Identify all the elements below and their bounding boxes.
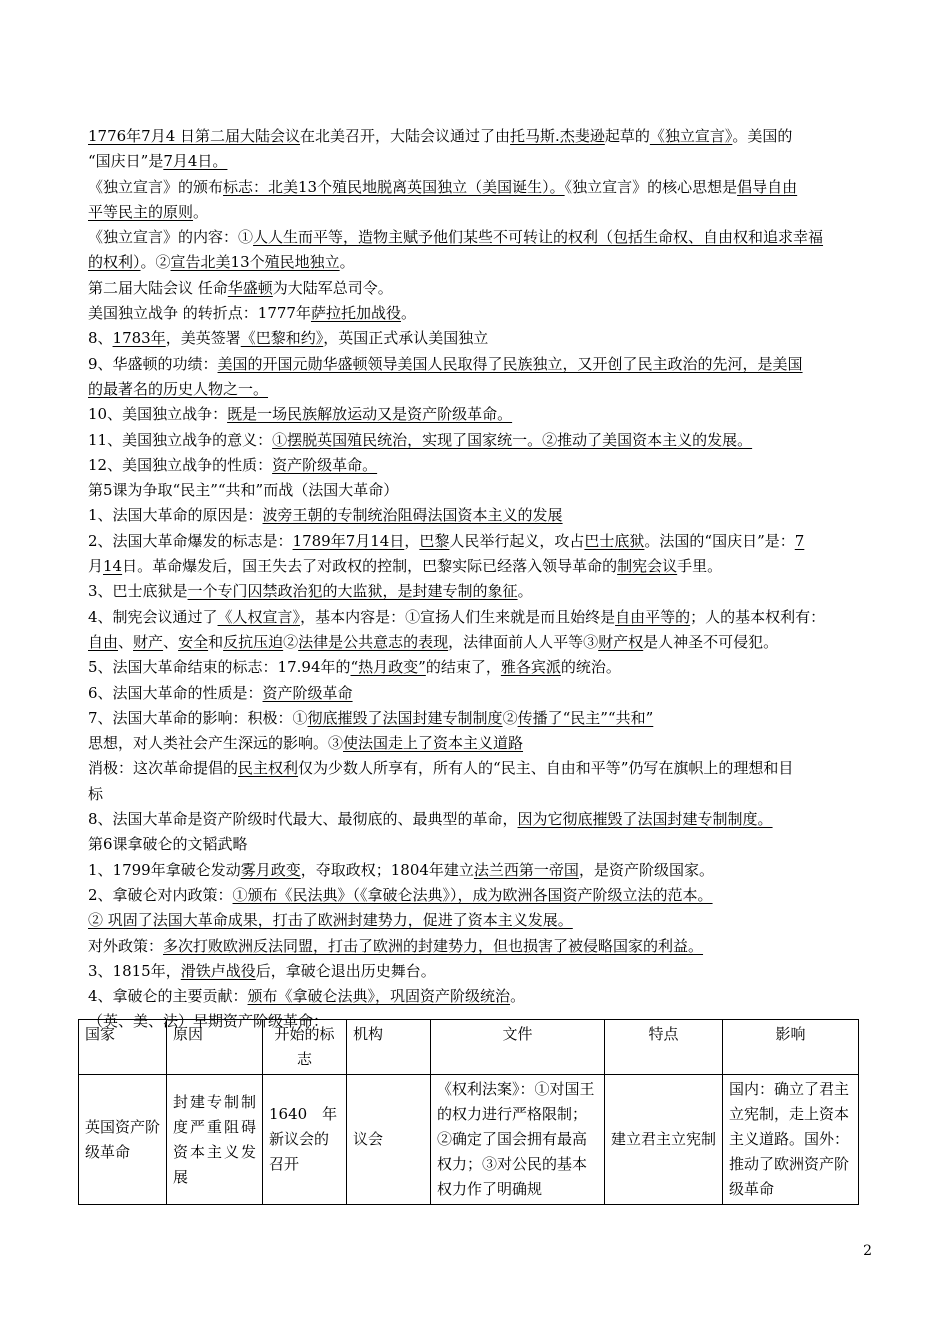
- notes-text-block: [88, 124, 874, 1035]
- text-segment: 美国独立战争 的转折点：1777年: [88, 304, 311, 323]
- text-segment: 手里。: [677, 557, 723, 576]
- cell-body: 议会: [347, 1075, 431, 1205]
- underlined-text: 自由: [88, 632, 119, 651]
- text-segment: 的结束了，: [425, 658, 501, 677]
- text-line: [88, 225, 874, 250]
- text-line: [88, 200, 874, 225]
- text-segment: ②: [283, 632, 299, 651]
- underlined-text: 自由平等的: [615, 607, 691, 626]
- text-segment: 思想，对人类社会产生深远的影响。③: [88, 734, 344, 753]
- text-segment: 1、法国大革命的原因是：: [88, 506, 263, 525]
- text-line: [88, 453, 874, 478]
- underlined-text: 《人权宣言》: [217, 607, 301, 626]
- text-segment: 。美国的: [732, 127, 793, 145]
- text-line: [88, 250, 874, 275]
- text-segment: 和: [208, 632, 224, 651]
- header-body: 机构: [347, 1020, 431, 1075]
- underlined-text: “热月政变”: [350, 658, 426, 677]
- text-line: [88, 782, 874, 807]
- underlined-text: 财产: [133, 632, 164, 651]
- underlined-text: 因为它彻底摧毁了法国封建专制制度。: [517, 810, 773, 829]
- text-segment: 《独立宣言》的颁布: [88, 177, 224, 196]
- revolutions-table: [78, 1019, 859, 1205]
- text-segment: 为大陆军总司令。: [272, 278, 393, 297]
- text-line: [88, 579, 874, 604]
- underlined-text: 《巴黎和约》: [240, 329, 324, 348]
- underlined-text: 14: [103, 557, 123, 576]
- text-line: [88, 503, 874, 528]
- text-segment: ，: [404, 531, 420, 550]
- underlined-text: 巴士底狱: [584, 531, 645, 550]
- text-segment: ，法律面前人人平等③: [448, 632, 599, 651]
- cell-start: 1640 年新议会的召开: [263, 1075, 347, 1205]
- text-segment: 。: [517, 582, 533, 601]
- underlined-text: 《独立宣言》: [649, 127, 733, 145]
- underlined-text: 资产阶级革命: [262, 683, 353, 702]
- text-line: [88, 326, 874, 351]
- underlined-text: 1776年7月4 日第二届大陆会议: [88, 127, 301, 145]
- cell-cause: 封建专制制度严重阻碍资本主义发展: [167, 1075, 263, 1205]
- underlined-text: 一个专门囚禁政治犯的大监狱，是封建专制的象征: [187, 582, 518, 601]
- text-line: [88, 377, 874, 402]
- underlined-text: ①摆脱英国殖民统治，实现了国家统一。②推动了美国资本主义的发展。: [272, 430, 753, 449]
- text-segment: 标: [88, 784, 104, 803]
- text-segment: 、: [118, 632, 134, 651]
- header-cause: 原因: [167, 1020, 263, 1075]
- text-segment: 9、华盛顿的功绩：: [88, 354, 218, 373]
- underlined-text: 多次打败欧洲反法同盟，打击了欧洲的封建势力，但也损害了被侵略国家的利益。: [163, 936, 704, 955]
- text-segment: 。: [339, 253, 355, 272]
- underlined-text: 安全: [178, 632, 209, 651]
- text-line: [88, 478, 874, 503]
- underlined-text: 使法国走上了资本主义道路: [343, 734, 524, 753]
- text-line: [88, 124, 874, 149]
- header-document: 文件: [431, 1020, 605, 1075]
- text-line: [88, 681, 874, 706]
- underlined-text: 倡导自由: [737, 177, 798, 196]
- text-segment: 2、法国大革命爆发的标志是：: [88, 531, 293, 550]
- underlined-text: 平等民主的原则: [88, 202, 194, 221]
- header-impact: 影响: [723, 1020, 859, 1075]
- text-segment: 后，拿破仑退出历史舞台。: [255, 961, 436, 980]
- underlined-text: ①颁布《民法典》（《拿破仑法典》），成为欧洲各国资产阶级立法的范本。: [232, 885, 713, 904]
- text-line: [88, 630, 874, 655]
- text-line: [88, 554, 874, 579]
- page-number: 2: [863, 1243, 872, 1259]
- text-segment: 《独立宣言》的核心思想是: [564, 177, 738, 196]
- underlined-text: 雾月政变: [240, 860, 301, 879]
- underlined-text: 滑铁卢战役: [180, 961, 256, 980]
- underlined-text: 财产权: [598, 632, 644, 651]
- text-line: [88, 731, 874, 756]
- text-segment: 《独立宣言》的内容：①: [88, 228, 254, 247]
- text-segment: ，是资产阶级国家。: [578, 860, 714, 879]
- text-segment: ；人的基本权利有：: [690, 607, 826, 626]
- text-segment: ②: [502, 708, 518, 727]
- text-line: [88, 175, 874, 200]
- text-segment: 。: [510, 987, 526, 1006]
- text-segment: 11、美国独立战争的意义：: [88, 430, 273, 449]
- cell-impact: 国内：确立了君主立宪制，走上资本主义道路。国外：推动了欧洲资产阶级革命: [723, 1075, 859, 1205]
- cell-feature: 建立君主立宪制: [605, 1075, 723, 1205]
- underlined-text: 托马斯.杰斐逊: [510, 127, 605, 145]
- text-segment: 12、美国独立战争的性质：: [88, 455, 273, 474]
- text-segment: （英、美、法）早期资产阶级革命：: [88, 1012, 329, 1031]
- underlined-text: 既是一场民族解放运动又是资产阶级革命。: [227, 405, 513, 424]
- text-line: [88, 428, 874, 453]
- text-segment: “国庆日”是: [88, 152, 164, 171]
- underlined-text: 资产阶级革命。: [272, 455, 378, 474]
- text-segment: 。法国的“国庆日”是：: [644, 531, 795, 550]
- underlined-text: 标志：北美13个殖民地脱离英国独立（美国诞生）。: [223, 177, 565, 196]
- underlined-text: 法兰西第一帝国: [473, 860, 579, 879]
- underlined-text: 巴黎: [419, 531, 450, 550]
- underlined-text: 颁布《拿破仑法典》，巩固资产阶级统治: [247, 987, 511, 1006]
- underlined-text: 法律是公共意志的表现: [298, 632, 449, 651]
- underlined-text: 传播了“民主”“共和”: [517, 708, 654, 727]
- header-feature: 特点: [605, 1020, 723, 1075]
- text-segment: 8、法国大革命是资产阶级时代最大、最彻底的、最典型的革命，: [88, 810, 518, 829]
- text-segment: 月: [88, 557, 104, 576]
- text-segment: 10、美国独立战争：: [88, 405, 228, 424]
- text-segment: 3、巴士底狱是: [88, 582, 188, 601]
- underlined-text: 美国的开国元勋华盛顿领导美国人民取得了民族独立，又开创了民主政治的先河，是美国: [217, 354, 803, 373]
- text-line: [88, 276, 874, 301]
- text-line: [88, 832, 874, 857]
- text-line: [88, 605, 874, 630]
- text-line: [88, 858, 874, 883]
- text-line: [88, 756, 874, 781]
- text-segment: 8、: [88, 329, 113, 348]
- text-line: [88, 706, 874, 731]
- header-country: 国家: [79, 1020, 167, 1075]
- table-header-row: [79, 1020, 859, 1075]
- text-segment: 对外政策：: [88, 936, 164, 955]
- text-segment: 。: [193, 202, 209, 221]
- text-line: [88, 352, 874, 377]
- underlined-text: 民主权利: [238, 759, 299, 778]
- text-line: [88, 908, 874, 933]
- text-line: [88, 959, 874, 984]
- text-segment: 是人神圣不可侵犯。: [643, 632, 779, 651]
- underlined-text: 1783年: [112, 329, 166, 348]
- text-segment: 2、拿破仑对内政策：: [88, 885, 233, 904]
- underlined-text: 的最著名的历史人物之一。: [88, 379, 269, 398]
- underlined-text: 波旁王朝的专制统治阻碍法国资本主义的发展: [262, 506, 563, 525]
- header-start: 开始的标志: [263, 1020, 347, 1075]
- text-line: [88, 149, 874, 174]
- text-line: [88, 402, 874, 427]
- underlined-text: 制宪会议: [617, 557, 678, 576]
- underlined-text: 雅各宾派: [500, 658, 561, 677]
- underlined-text: ② 巩固了法国大革命成果，打击了欧洲封建势力，促进了资本主义发展。: [88, 911, 573, 930]
- text-segment: 第二届大陆会议 任命: [88, 278, 228, 297]
- text-segment: 4、拿破仑的主要贡献：: [88, 987, 248, 1006]
- text-segment: 第6课拿破仑的文韬武略: [88, 835, 248, 854]
- text-line: [88, 984, 874, 1009]
- underlined-text: 7: [794, 531, 805, 550]
- text-segment: ，基本内容是：①宣扬人们生来就是而且始终是: [300, 607, 616, 626]
- underlined-text: 7月4日。: [163, 152, 228, 171]
- text-segment: 5、法国大革命结束的标志：17.94年的: [88, 658, 351, 677]
- cell-country: 英国资产阶级革命: [79, 1075, 167, 1205]
- text-line: [88, 301, 874, 326]
- underlined-text: 1789年7月14日: [292, 531, 405, 550]
- underlined-text: 宣告北美13个殖民地独立: [170, 253, 340, 272]
- text-segment: ，夺取政权；1804年建立: [300, 860, 474, 879]
- text-line: [88, 883, 874, 908]
- underlined-text: 彻底摧毁了法国封建专制制度: [307, 708, 503, 727]
- cell-document: 《权利法案》：①对国王的权力进行严格限制；②确定了国会拥有最高权力；③对公民的基本权力作了明确规: [431, 1075, 605, 1205]
- text-segment: 6、法国大革命的性质是：: [88, 683, 263, 702]
- text-segment: ，美英签署: [165, 329, 241, 348]
- text-line: [88, 934, 874, 959]
- text-segment: 。: [400, 304, 416, 323]
- text-segment: 。②: [140, 253, 171, 272]
- text-segment: ，英国正式承认美国独立: [323, 329, 489, 348]
- text-segment: 、: [163, 632, 179, 651]
- text-line: [88, 807, 874, 832]
- underlined-text: 人人生而平等，造物主赋予他们某些不可转让的权利（包括生命权、自由权和追求幸福: [253, 228, 824, 247]
- table-row: [79, 1075, 859, 1205]
- text-segment: 人民举行起义，攻占: [449, 531, 585, 550]
- underlined-text: 的权利）: [88, 253, 141, 272]
- text-segment: 第5课为争取“民主”“共和”而战（法国大革命）: [88, 481, 399, 500]
- text-segment: 的统治。: [560, 658, 621, 677]
- text-segment: 消极：这次革命提倡的: [88, 759, 239, 778]
- text-segment: 1、1799年拿破仑发动: [88, 860, 241, 879]
- text-segment: 在北美召开，大陆会议通过了由: [300, 127, 511, 145]
- text-segment: 4、制宪会议通过了: [88, 607, 218, 626]
- text-line: [88, 655, 874, 680]
- underlined-text: 萨拉托加战役: [310, 304, 401, 323]
- text-segment: 日。革命爆发后，国王失去了对政权的控制，巴黎实际已经落入领导革命的: [122, 557, 618, 576]
- text-segment: 3、1815年，: [88, 961, 181, 980]
- text-segment: 起草的: [604, 127, 650, 145]
- text-segment: 7、法国大革命的影响：积极：①: [88, 708, 308, 727]
- underlined-text: 反抗压迫: [223, 632, 284, 651]
- text-line: [88, 529, 874, 554]
- text-segment: 仅为少数人所享有，所有人的“民主、自由和平等”仍写在旗帜上的理想和目: [298, 759, 794, 778]
- underlined-text: 华盛顿: [227, 278, 273, 297]
